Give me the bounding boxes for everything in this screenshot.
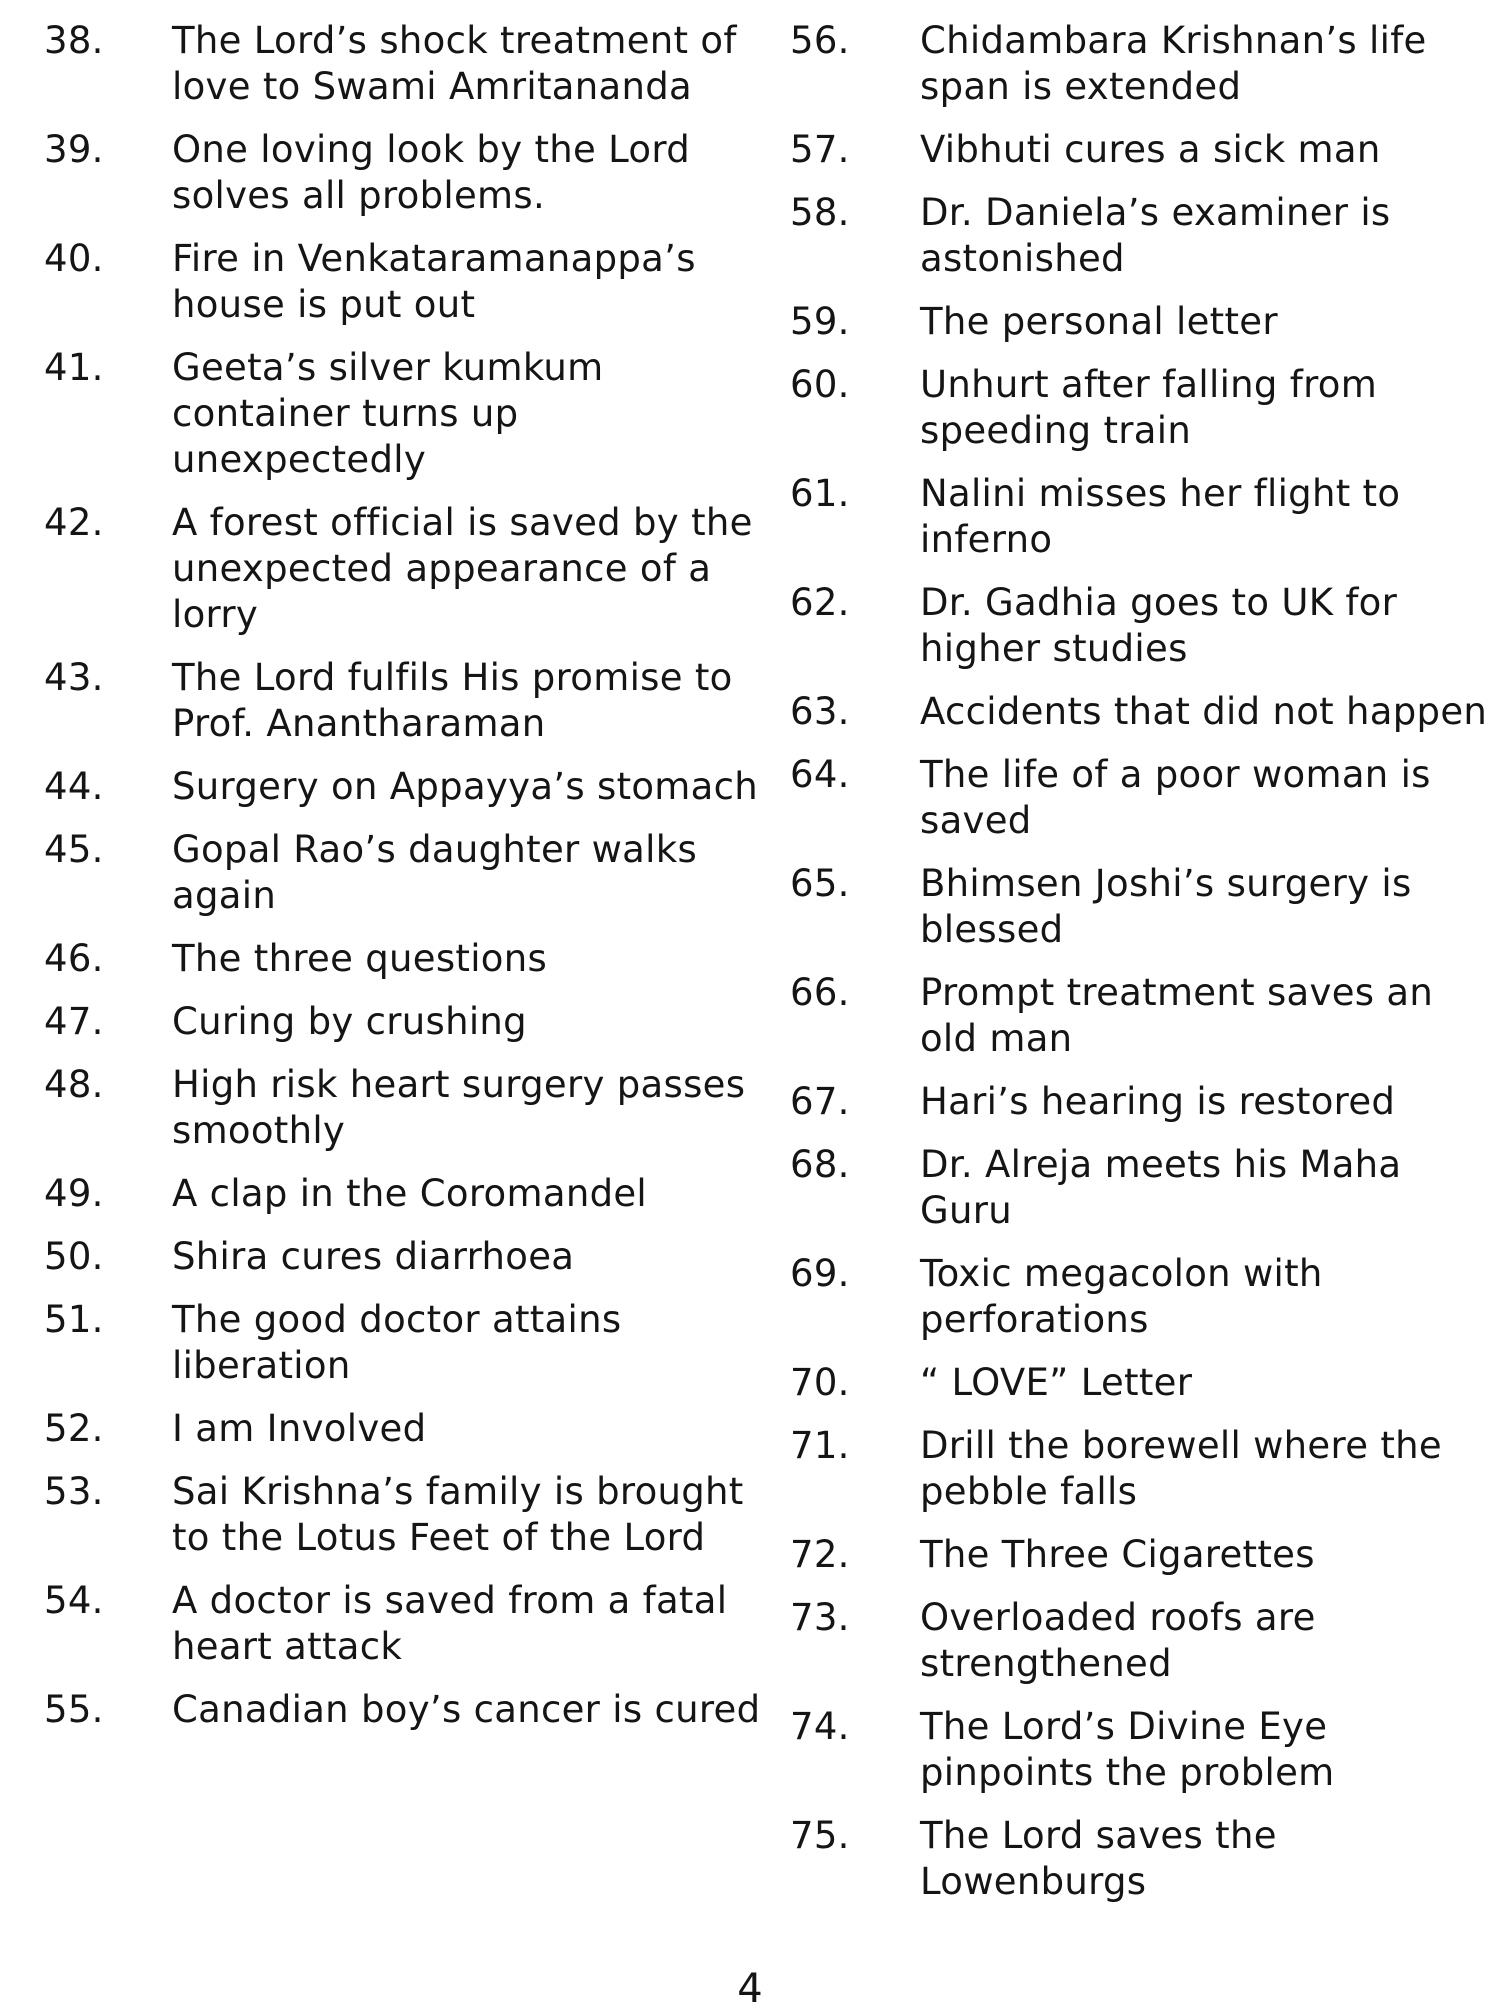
entry-number: 47. (44, 1000, 104, 1043)
entry-title: The Lord’s Divine Eye pinpoints the problem (920, 1705, 1335, 1794)
entry-title: Bhimsen Joshi’s surgery is blessed (920, 862, 1412, 951)
entry-number: 45. (44, 828, 104, 871)
entry-number: 46. (44, 937, 104, 980)
entry-title: Fire in Venkataramanappa’s house is put out (172, 237, 696, 326)
entry-title: Vibhuti cures a sick man (920, 128, 1381, 171)
contents-entry (44, 18, 764, 110)
contents-entry (790, 190, 1490, 282)
entry-title: Dr. Alreja meets his Maha Guru (920, 1143, 1402, 1232)
contents-entry (44, 127, 764, 219)
entry-title: Overloaded roofs are strengthened (920, 1596, 1316, 1685)
entry-title: A forest official is saved by the unexpected appearance of a lorry (172, 501, 753, 636)
entry-title: Prompt treatment saves an old man (920, 971, 1434, 1060)
entry-number: 75. (790, 1814, 850, 1857)
entry-title: Canadian boy’s cancer is cured (172, 1688, 761, 1731)
entry-number: 70. (790, 1361, 850, 1404)
entry-title: The Lord saves the Lowenburgs (920, 1814, 1277, 1903)
contents-entry (44, 1578, 764, 1670)
contents-entry (790, 752, 1490, 844)
contents-entry (790, 18, 1490, 110)
entry-number: 42. (44, 501, 104, 544)
entry-title: A doctor is saved from a fatal heart attack (172, 1579, 728, 1668)
entry-number: 49. (44, 1172, 104, 1215)
entry-title: Dr. Daniela’s examiner is astonished (920, 191, 1391, 280)
entry-title: Shira cures diarrhoea (172, 1235, 575, 1278)
contents-entry (44, 1234, 764, 1280)
entry-number: 74. (790, 1705, 850, 1748)
entry-number: 71. (790, 1424, 850, 1467)
contents-entry (44, 236, 764, 328)
entry-title: Hari’s hearing is restored (920, 1080, 1396, 1123)
entry-title: The three questions (172, 937, 548, 980)
contents-entry (44, 827, 764, 919)
entry-title: The Lord’s shock treatment of love to Swami Amritananda (172, 19, 737, 108)
entry-number: 58. (790, 191, 850, 234)
entry-title: A clap in the Coromandel (172, 1172, 647, 1215)
entry-number: 61. (790, 472, 850, 515)
contents-left-column (44, 18, 764, 1750)
entry-title: The good doctor attains liberation (172, 1298, 622, 1387)
entry-number: 48. (44, 1063, 104, 1106)
entry-number: 66. (790, 971, 850, 1014)
contents-entry (790, 970, 1490, 1062)
entry-number: 63. (790, 690, 850, 733)
entry-number: 69. (790, 1252, 850, 1295)
entry-number: 67. (790, 1080, 850, 1123)
entry-title: High risk heart surgery passes smoothly (172, 1063, 746, 1152)
entry-number: 51. (44, 1298, 104, 1341)
entry-title: Gopal Rao’s daughter walks again (172, 828, 698, 917)
contents-entry (44, 655, 764, 747)
contents-entry (790, 1595, 1490, 1687)
contents-entry (44, 999, 764, 1045)
contents-entry (790, 689, 1490, 735)
contents-entry (44, 1062, 764, 1154)
contents-entry (44, 1171, 764, 1217)
entry-title: Nalini misses her flight to inferno (920, 472, 1401, 561)
contents-entry (44, 500, 764, 638)
contents-entry (44, 936, 764, 982)
contents-entry (790, 1360, 1490, 1406)
entry-number: 65. (790, 862, 850, 905)
contents-entry (790, 1142, 1490, 1234)
entry-title: Toxic megacolon with perforations (920, 1252, 1323, 1341)
entry-number: 57. (790, 128, 850, 171)
entry-number: 39. (44, 128, 104, 171)
entry-number: 52. (44, 1407, 104, 1450)
contents-entry (790, 1704, 1490, 1796)
contents-entry (790, 127, 1490, 173)
contents-entry (790, 580, 1490, 672)
entry-title: Surgery on Appayya’s stomach (172, 765, 759, 808)
entry-title: Geeta’s silver kumkum container turns up unexpectedly (172, 346, 604, 481)
entry-title: The personal letter (920, 300, 1278, 343)
entry-title: Accidents that did not happen (920, 690, 1488, 733)
contents-entry (790, 471, 1490, 563)
entry-number: 38. (44, 19, 104, 62)
entry-title: Curing by crushing (172, 1000, 527, 1043)
contents-entry (790, 362, 1490, 454)
entry-number: 68. (790, 1143, 850, 1186)
entry-number: 40. (44, 237, 104, 280)
contents-entry (44, 345, 764, 483)
contents-entry (790, 1813, 1490, 1905)
entry-title: Chidambara Krishnan’s life span is extended (920, 19, 1427, 108)
page-number: 4 (737, 1966, 763, 2012)
entry-title: The Three Cigarettes (920, 1533, 1315, 1576)
entry-title: The life of a poor woman is saved (920, 753, 1431, 842)
contents-right-column (790, 18, 1490, 1922)
entry-title: “ LOVE” Letter (920, 1361, 1193, 1404)
entry-title: The Lord fulfils His promise to Prof. Anantharaman (172, 656, 733, 745)
entry-number: 60. (790, 363, 850, 406)
entry-number: 72. (790, 1533, 850, 1576)
contents-entry (790, 1251, 1490, 1343)
contents-entry (44, 764, 764, 810)
entry-number: 59. (790, 300, 850, 343)
entry-number: 56. (790, 19, 850, 62)
contents-entry (790, 1532, 1490, 1578)
entry-number: 55. (44, 1688, 104, 1731)
entry-number: 53. (44, 1470, 104, 1513)
entry-number: 50. (44, 1235, 104, 1278)
contents-entry (44, 1469, 764, 1561)
entry-title: Sai Krishna’s family is brought to the Lotus Feet of the Lord (172, 1470, 744, 1559)
contents-entry (44, 1297, 764, 1389)
contents-entry (790, 861, 1490, 953)
entry-title: Dr. Gadhia goes to UK for higher studies (920, 581, 1398, 670)
entry-title: One loving look by the Lord solves all problems. (172, 128, 691, 217)
entry-number: 62. (790, 581, 850, 624)
contents-entry (44, 1687, 764, 1733)
contents-entry (44, 1406, 764, 1452)
entry-title: Drill the borewell where the pebble falls (920, 1424, 1442, 1513)
entry-number: 43. (44, 656, 104, 699)
entry-number: 44. (44, 765, 104, 808)
entry-number: 54. (44, 1579, 104, 1622)
contents-entry (790, 1423, 1490, 1515)
contents-entry (790, 1079, 1490, 1125)
entry-number: 41. (44, 346, 104, 389)
entry-number: 64. (790, 753, 850, 796)
entry-title: Unhurt after falling from speeding train (920, 363, 1378, 452)
entry-number: 73. (790, 1596, 850, 1639)
contents-entry (790, 299, 1490, 345)
entry-title: I am Involved (172, 1407, 427, 1450)
